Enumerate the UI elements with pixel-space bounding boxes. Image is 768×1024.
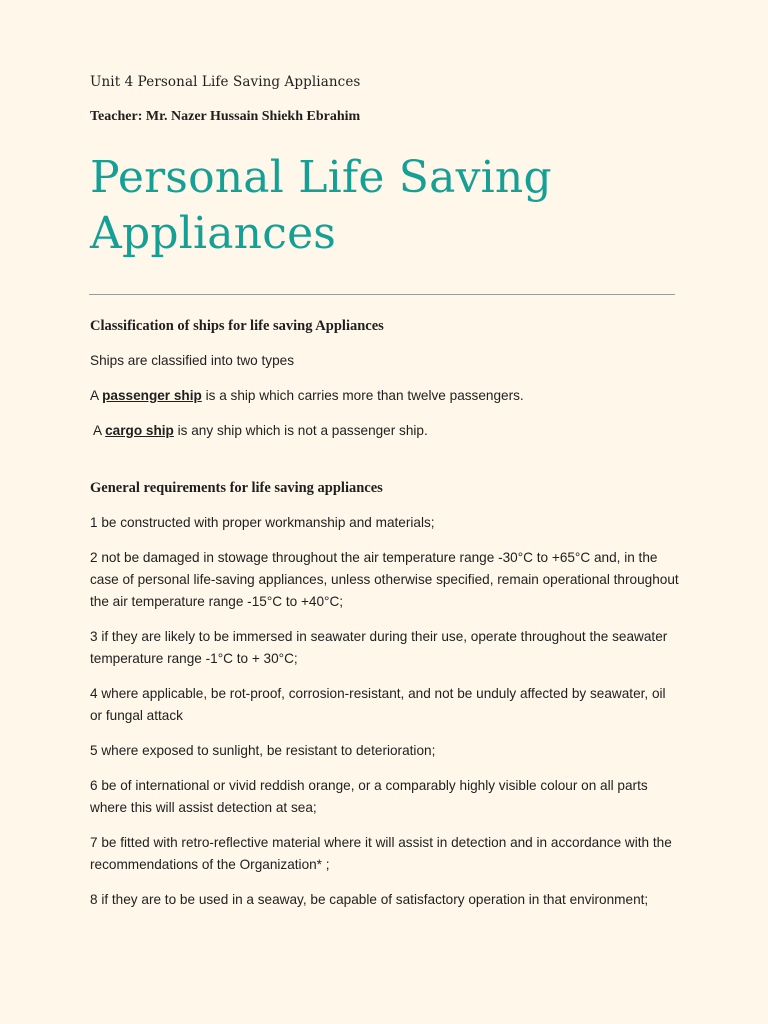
requirement-item-4: 4 where applicable, be rot-proof, corrosion-resistant, and not be unduly affected by seawater, oil or fungal attack [90, 686, 666, 723]
passenger-ship-term: passenger ship [102, 388, 202, 403]
teacher-line: Teacher: Mr. Nazer Hussain Shiekh Ebrahim [90, 109, 361, 124]
cargo-rest: is any ship which is not a passenger ship. [173, 423, 428, 438]
cargo-ship-term: cargo ship [105, 423, 174, 438]
requirement-item-5: 5 where exposed to sunlight, be resistant to deterioration; [90, 743, 436, 758]
requirement-item-3: 3 if they are likely to be immersed in seawater during their use, operate throughout the seawater temperature range -1°C to + 30°C; [90, 629, 668, 666]
cargo-prefix: A [90, 423, 106, 438]
requirement-item-8: 8 if they are to be used in a seaway, be capable of satisfactory operation in that environment; [90, 892, 649, 907]
requirement-item-6: 6 be of international or vivid reddish orange, or a comparably highly visible colour on all parts where this will assist detection at sea; [90, 778, 648, 815]
page-title [90, 150, 690, 262]
requirements-heading: General requirements for life saving appliances [90, 480, 383, 496]
passenger-prefix: A [90, 388, 103, 403]
document-body [90, 315, 680, 924]
section-gap [90, 455, 680, 477]
unit-header: Unit 4 Personal Life Saving Appliances [90, 74, 361, 90]
requirement-item-2: 2 not be damaged in stowage throughout the air temperature range -30°C to +65°C and, in the case of personal life-saving appliances, unless otherwise specified, remain operational throughout the air temperature range -15°C to +40°C; [90, 550, 679, 609]
title-line-2: Appliances [90, 208, 337, 259]
cargo-ship-definition [90, 420, 680, 442]
requirement-item-1: 1 be constructed with proper workmanship and materials; [90, 515, 435, 530]
passenger-rest: is a ship which carries more than twelve passengers. [201, 388, 524, 403]
requirement-item-7: 7 be fitted with retro-reflective material where it will assist in detection and in accordance with the recommendations of the Organization* ; [90, 835, 672, 872]
classification-heading: Classification of ships for life saving Appliances [90, 318, 384, 334]
passenger-ship-definition [90, 385, 680, 407]
divider [89, 294, 675, 295]
title-line-1: Personal Life Saving [90, 152, 552, 203]
classification-intro: Ships are classified into two types [90, 353, 295, 368]
